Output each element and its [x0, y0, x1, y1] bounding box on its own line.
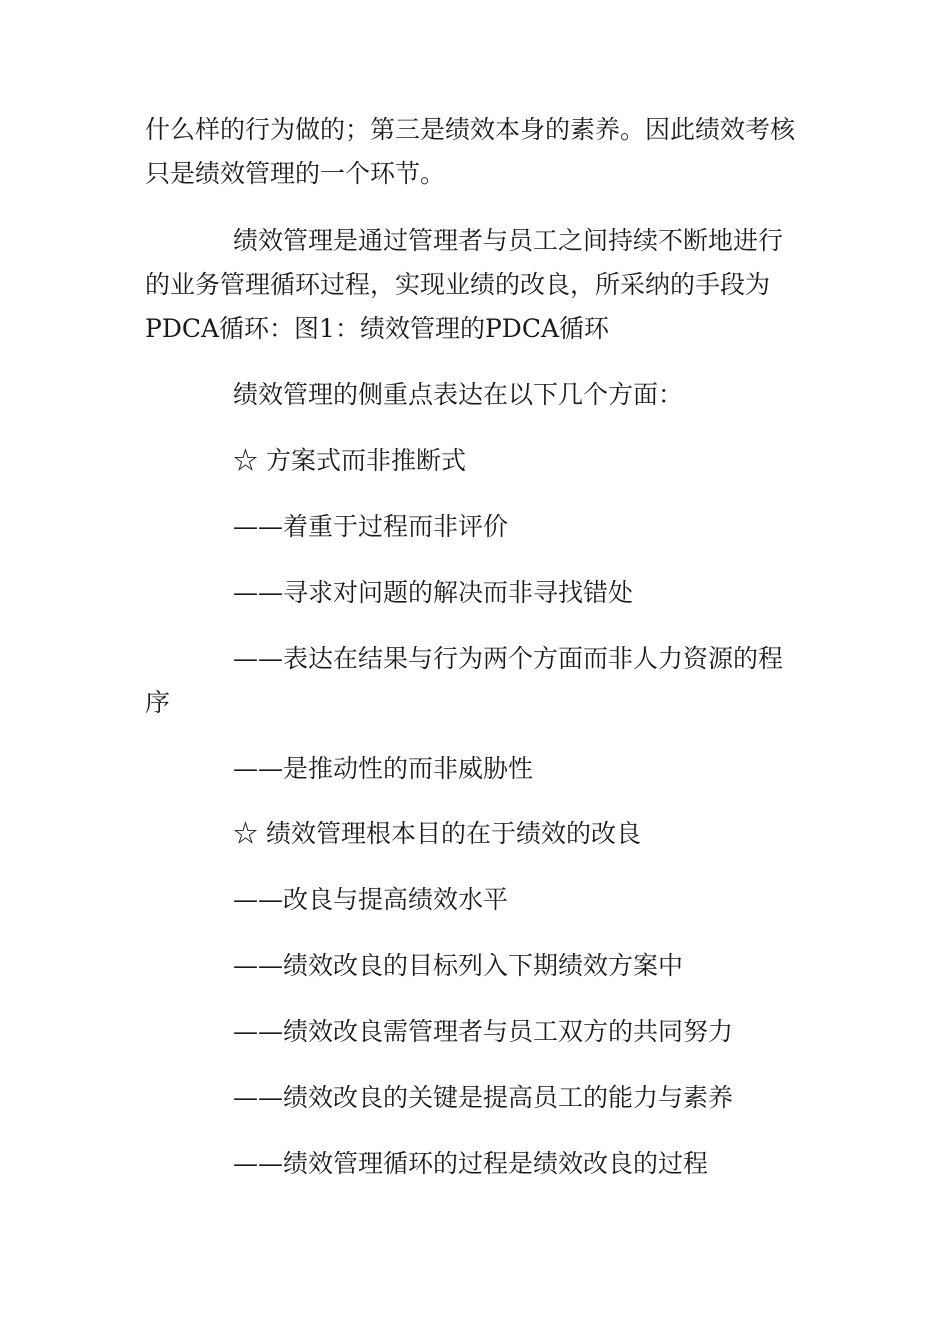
dash-item: ——绩效改良的关键是提高员工的能力与素养 [233, 1083, 734, 1112]
dash-item: ——寻求对问题的解决而非寻找错处 [233, 578, 634, 607]
dash-item: ——绩效管理循环的过程是绩效改良的过程 [233, 1149, 709, 1178]
star-heading-purpose: ☆ 绩效管理根本目的在于绩效的改良 [233, 819, 641, 848]
paragraph-pdca: 绩效管理是通过管理者与员工之间持续不断地进行的业务管理循环过程，实现业绩的改良，所采纳的手段为PDCA循环：图1：绩效管理的PDCA循环 [145, 226, 784, 343]
paragraph-focus-intro: 绩效管理的侧重点表达在以下几个方面： [233, 380, 684, 409]
paragraph-continuation: 什么样的行为做的；第三是绩效本身的素养。因此绩效考核只是绩效管理的一个环节。 [145, 115, 796, 188]
dash-item: ——绩效改良的目标列入下期绩效方案中 [233, 951, 684, 980]
dash-item: ——着重于过程而非评价 [233, 512, 509, 541]
dash-item: ——表达在结果与行为两个方面而非人力资源的程序 [145, 644, 784, 717]
dash-item: ——改良与提高绩效水平 [233, 885, 509, 914]
dash-item: ——是推动性的而非威胁性 [233, 754, 534, 783]
dash-item: ——绩效改良需管理者与员工双方的共同努力 [233, 1017, 734, 1046]
star-heading-plan: ☆ 方案式而非推断式 [233, 446, 466, 475]
